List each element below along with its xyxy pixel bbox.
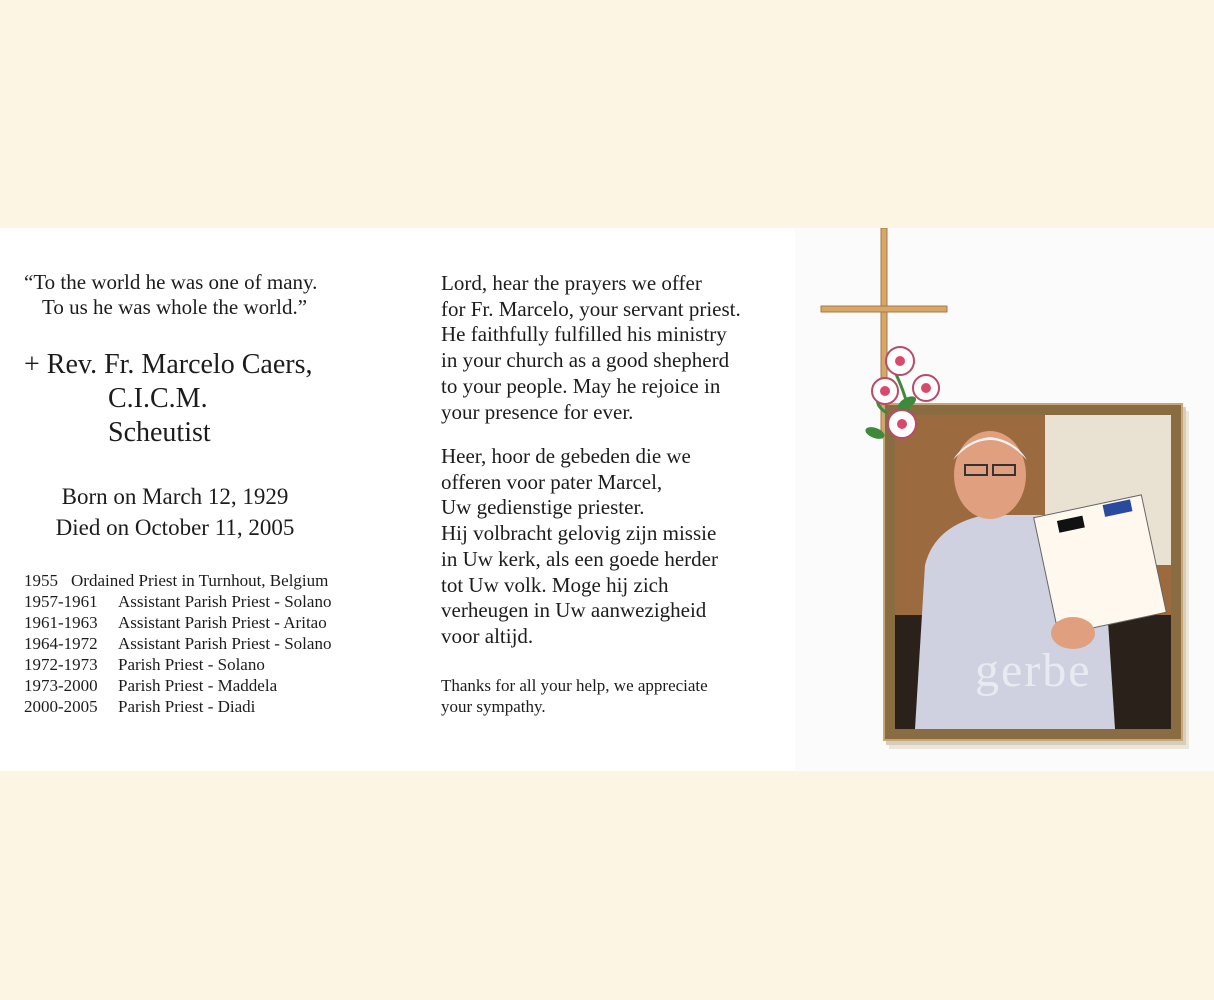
career-timeline — [24, 570, 331, 717]
timeline-row: 1961-1963 Assistant Parish Priest - Aritao — [24, 613, 327, 632]
middle-panel — [400, 228, 795, 771]
prayer-english — [441, 271, 741, 425]
portrait-frame — [883, 403, 1183, 741]
prayer-line: Hij volbracht gelovig zijn missie — [441, 521, 717, 546]
prayer-line: Heer, hoor de gebeden die we — [441, 444, 691, 468]
prayer-line: for Fr. Marcelo, your servant priest. — [441, 296, 741, 321]
prayer-line: offeren voor pater Marcel, — [441, 469, 663, 494]
prayer-line: voor altijd. — [441, 623, 534, 648]
prayer-dutch — [441, 444, 718, 650]
thanks-line: your sympathy. — [441, 697, 546, 716]
deceased-name — [24, 348, 312, 450]
timeline-row: 2000-2005 Parish Priest - Diadi — [24, 697, 256, 716]
memorial-card — [0, 228, 1214, 771]
timeline-row: 1957-1961 Assistant Parish Priest - Solano — [24, 592, 332, 611]
born-date: Born on March 12, 1929 — [61, 484, 289, 509]
prayer-line: tot Uw volk. Moge hij zich — [441, 572, 669, 597]
name-line-3: Scheutist — [108, 417, 211, 448]
timeline-row: 1955 Ordained Priest in Turnhout, Belgium — [24, 571, 329, 590]
thanks-note — [441, 675, 708, 717]
prayer-line: your presence for ever. — [441, 399, 634, 424]
prayer-line: in your church as a good shepherd — [441, 348, 730, 373]
name-line-1: + Rev. Fr. Marcelo Caers, — [24, 349, 313, 380]
thanks-line: Thanks for all your help, we appreciate — [441, 676, 708, 695]
quote-line-1: “To the world he was one of many. — [24, 270, 318, 294]
right-panel — [795, 228, 1214, 771]
left-panel — [0, 228, 400, 771]
timeline-row: 1972-1973 Parish Priest - Solano — [24, 655, 265, 674]
quote-line-2: To us he was whole the world.” — [42, 295, 308, 319]
died-date: Died on October 11, 2005 — [55, 515, 295, 540]
prayer-line: in Uw kerk, als een goede herder — [441, 546, 718, 571]
prayer-line: Uw gedienstige priester. — [441, 495, 645, 520]
timeline-row: 1964-1972 Assistant Parish Priest - Solano — [24, 634, 332, 653]
portrait-photo — [895, 415, 1171, 729]
prayer-line: to your people. May he rejoice in — [441, 373, 721, 398]
timeline-row: 1973-2000 Parish Priest - Maddela — [24, 676, 278, 695]
prayer-line: verheugen in Uw aanwezigheid — [441, 598, 707, 623]
name-line-2: C.I.C.M. — [108, 383, 208, 414]
prayer-line: He faithfully fulfilled his ministry — [441, 322, 727, 347]
prayer-line: Lord, hear the prayers we offer — [441, 271, 702, 295]
quote — [24, 270, 317, 320]
watermark: gerbe — [975, 644, 1092, 697]
life-dates — [0, 481, 350, 543]
